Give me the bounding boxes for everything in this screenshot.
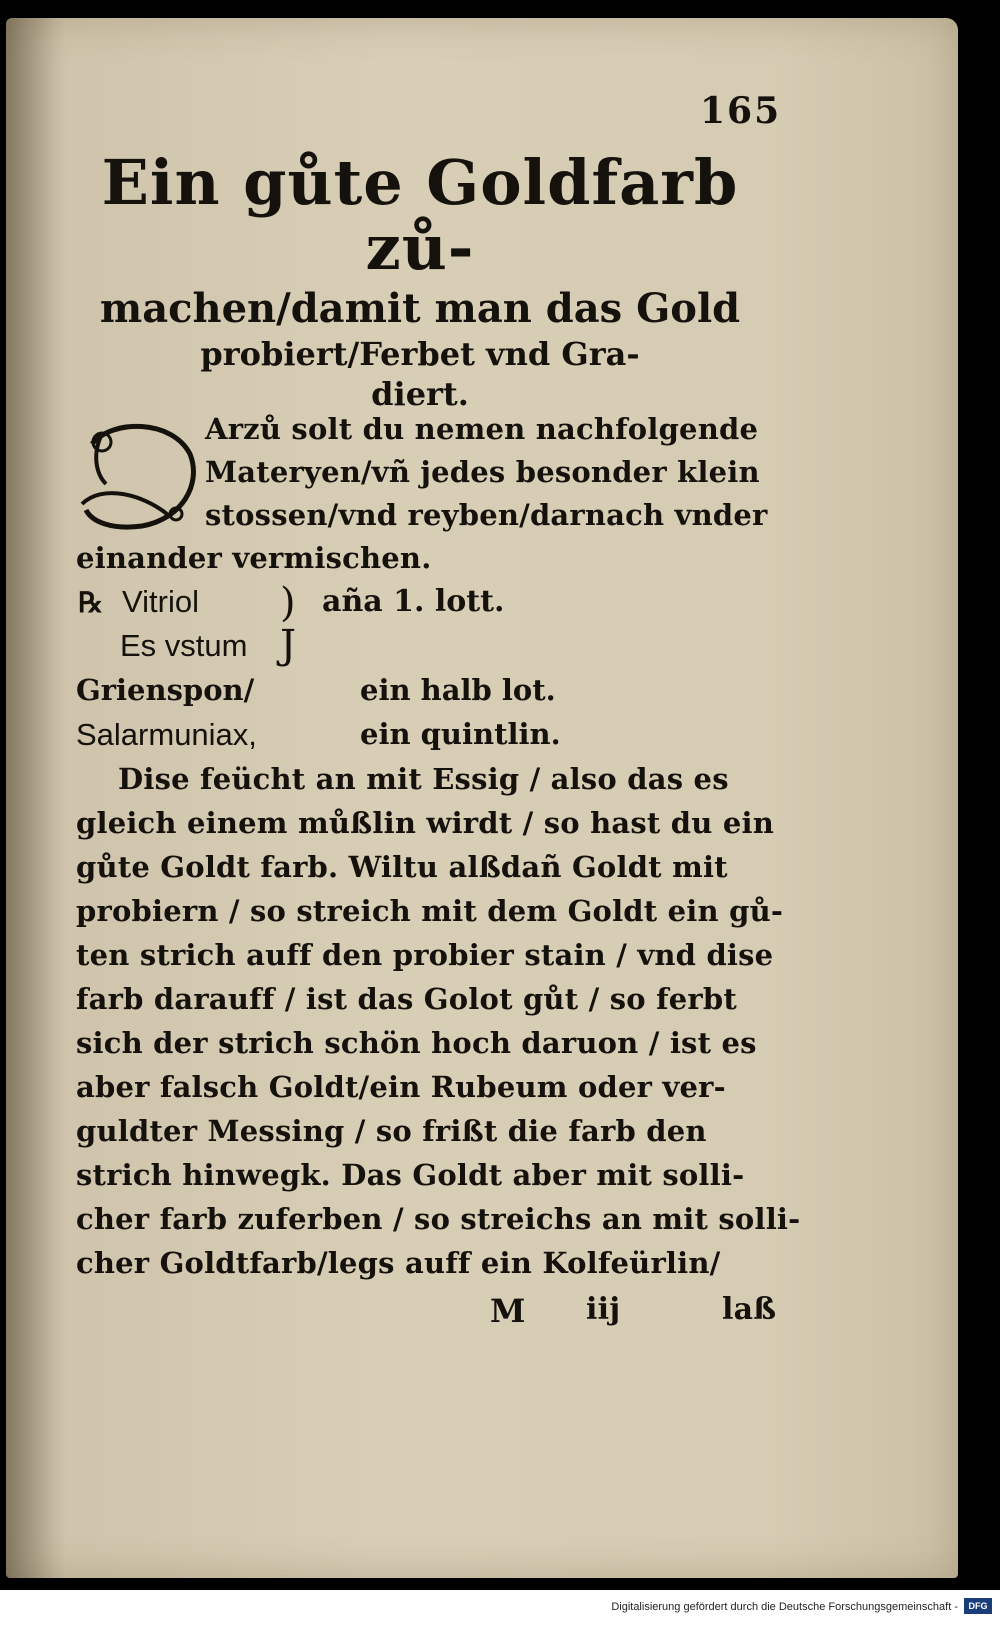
catchword: laß [722, 1292, 777, 1327]
paragraph2-line: sich der strich schön hoch daruon / ist es [76, 1026, 757, 1060]
footer-credit: Digitalisierung gefördert durch die Deutsche Forschungsgemeinschaft - [611, 1601, 958, 1613]
paragraph1-line: einander vermischen. [76, 541, 432, 575]
page-number: 165 [700, 90, 782, 132]
paragraph2-line: cher Goldtfarb/legs auff ein Kolfeürlin/ [76, 1246, 721, 1280]
recipe-item-amount: ein quintlin. [360, 717, 561, 751]
title-line-3: probiert/Ferbet vnd Gra- [200, 335, 640, 374]
paragraph2-line: cher farb zuferben / so streichs an mit solli- [76, 1202, 801, 1236]
brace-icon: ) [280, 580, 296, 626]
paragraph2-line: Dise feücht an mit Essig / also das es [118, 762, 729, 796]
recipe-item-amount: aña 1. lott. [322, 584, 505, 619]
paragraph1-line: stossen/vnd reyben/darnach vnder [205, 498, 768, 532]
footer-bar [0, 1590, 1000, 1633]
signature-number: iij [586, 1292, 621, 1327]
paragraph2-line: ten strich auff den probier stain / vnd dise [76, 938, 774, 972]
paragraph2-line: strich hinwegk. Das Goldt aber mit solli- [76, 1158, 745, 1192]
paragraph2-line: gůte Goldt farb. Wiltu alßdañ Goldt mit [76, 850, 728, 884]
paragraph2-line: aber falsch Goldt/ein Rubeum oder ver- [76, 1070, 726, 1104]
chapter-title [60, 146, 780, 413]
recipe-item-name: Grienspon/ [76, 673, 255, 707]
spine-shadow [6, 18, 66, 1578]
dfg-logo: DFG [964, 1598, 992, 1614]
recipe-item-name: Vitriol [122, 584, 199, 619]
brace-icon: J [280, 622, 297, 668]
title-line-2: machen/damit man das Gold [99, 285, 741, 333]
paragraph2-line: probiern / so streich mit dem Goldt ein gů- [76, 894, 784, 928]
rx-symbol: ℞ [78, 586, 104, 619]
signature-mark: M [490, 1292, 526, 1330]
paragraph2-line: guldter Messing / so frißt die farb den [76, 1114, 707, 1148]
paragraph1-line: Materyen/vñ jedes besonder klein [205, 455, 760, 489]
title-line-4: diert. [371, 374, 469, 413]
recipe-item-name: Es vstum [120, 628, 248, 663]
paragraph2-line: farb darauff / ist das Golot gůt / so ferbt [76, 982, 737, 1016]
recipe-item-name: Salarmuniax, [76, 717, 257, 752]
drop-cap [72, 414, 202, 538]
recipe-item-amount: ein halb lot. [360, 673, 556, 707]
paragraph2-line: gleich einem můßlin wirdt / so hast du ein [76, 806, 774, 840]
paragraph1-line: Arzů solt du nemen nachfolgende [205, 412, 759, 446]
title-line-1: Ein gůte Goldfarb zů- [101, 146, 739, 285]
